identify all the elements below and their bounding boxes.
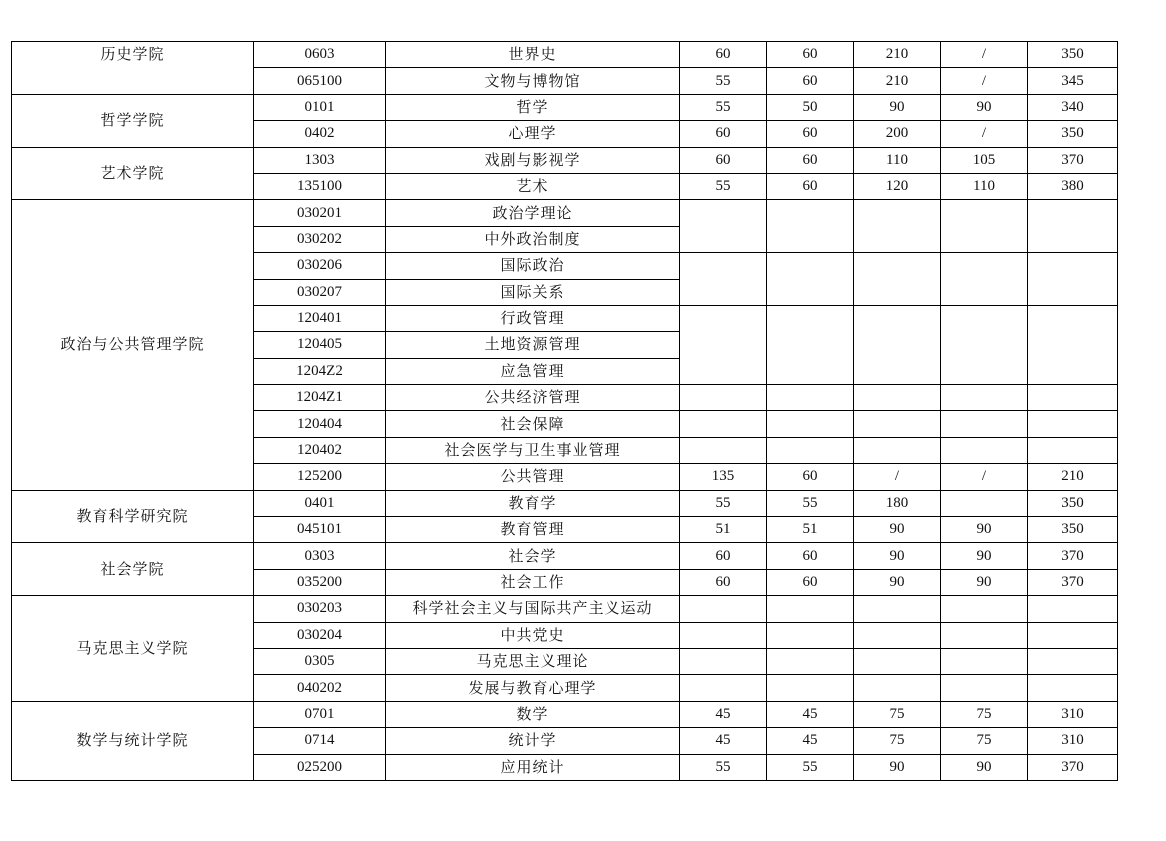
major-code: 045101	[254, 517, 386, 543]
major-name: 心理学	[386, 121, 680, 147]
table-row	[12, 701, 1118, 727]
score-cell: 60	[680, 42, 767, 68]
score-cell	[767, 411, 854, 437]
major-code: 0305	[254, 648, 386, 674]
total-cell	[1028, 385, 1118, 411]
major-code: 135100	[254, 173, 386, 199]
major-code: 0714	[254, 728, 386, 754]
score-cell: 90	[854, 543, 941, 569]
table-row	[12, 543, 1118, 569]
score-cell: /	[941, 121, 1028, 147]
major-code: 030201	[254, 200, 386, 226]
total-cell: 310	[1028, 701, 1118, 727]
score-cell: 105	[941, 147, 1028, 173]
table-row	[12, 94, 1118, 120]
score-cell	[767, 437, 854, 463]
major-name: 中外政治制度	[386, 226, 680, 252]
total-cell: 350	[1028, 517, 1118, 543]
college-cell: 哲学学院	[12, 94, 254, 147]
score-cell	[680, 411, 767, 437]
score-cell	[941, 622, 1028, 648]
score-cell: 200	[854, 121, 941, 147]
score-cell: 110	[941, 173, 1028, 199]
major-name: 艺术	[386, 173, 680, 199]
total-cell: 370	[1028, 543, 1118, 569]
score-cell: 55	[680, 754, 767, 780]
major-name: 统计学	[386, 728, 680, 754]
major-name: 社会医学与卫生事业管理	[386, 437, 680, 463]
major-name: 戏剧与影视学	[386, 147, 680, 173]
major-code: 0603	[254, 42, 386, 68]
score-cell: 75	[854, 701, 941, 727]
major-name: 文物与博物馆	[386, 68, 680, 94]
major-name: 公共经济管理	[386, 385, 680, 411]
score-cell: 50	[767, 94, 854, 120]
college-cell: 艺术学院	[12, 147, 254, 200]
table-row	[12, 42, 1118, 68]
score-cell	[854, 411, 941, 437]
score-cell	[854, 200, 941, 253]
major-name: 应用统计	[386, 754, 680, 780]
major-name: 发展与教育心理学	[386, 675, 680, 701]
score-cell	[854, 648, 941, 674]
score-cell	[941, 411, 1028, 437]
score-cell: 60	[767, 543, 854, 569]
total-cell: 350	[1028, 42, 1118, 68]
total-cell	[1028, 675, 1118, 701]
college-cell: 政治与公共管理学院	[12, 200, 254, 490]
score-cell: 55	[680, 490, 767, 516]
major-code: 035200	[254, 569, 386, 595]
major-name: 公共管理	[386, 464, 680, 490]
major-name: 中共党史	[386, 622, 680, 648]
major-name: 数学	[386, 701, 680, 727]
score-cell	[680, 305, 767, 384]
score-cell	[854, 385, 941, 411]
score-cell: 45	[767, 728, 854, 754]
table-row	[12, 490, 1118, 516]
major-code: 040202	[254, 675, 386, 701]
total-cell	[1028, 411, 1118, 437]
total-cell: 370	[1028, 147, 1118, 173]
major-code: 0701	[254, 701, 386, 727]
score-cell: 60	[680, 543, 767, 569]
score-cell: 55	[680, 173, 767, 199]
major-name: 世界史	[386, 42, 680, 68]
score-cell	[854, 675, 941, 701]
score-cell	[680, 385, 767, 411]
score-cell: 60	[767, 42, 854, 68]
score-cell: 51	[767, 517, 854, 543]
major-name: 土地资源管理	[386, 332, 680, 358]
major-code: 030206	[254, 253, 386, 279]
score-cell: 75	[941, 728, 1028, 754]
score-cell	[854, 437, 941, 463]
college-cell: 历史学院	[12, 42, 254, 95]
score-cell	[941, 253, 1028, 306]
score-cell: /	[941, 68, 1028, 94]
score-cell	[680, 648, 767, 674]
major-name: 马克思主义理论	[386, 648, 680, 674]
score-cell	[767, 305, 854, 384]
major-code: 030207	[254, 279, 386, 305]
score-cell: 135	[680, 464, 767, 490]
total-cell	[1028, 437, 1118, 463]
score-table	[11, 41, 1118, 781]
score-cell	[941, 675, 1028, 701]
score-cell	[854, 253, 941, 306]
score-cell	[680, 622, 767, 648]
score-cell: 90	[854, 517, 941, 543]
total-cell	[1028, 648, 1118, 674]
score-cell: 45	[767, 701, 854, 727]
major-code: 120401	[254, 305, 386, 331]
score-cell: 90	[941, 543, 1028, 569]
score-cell: 90	[941, 517, 1028, 543]
score-cell	[680, 253, 767, 306]
score-cell	[767, 253, 854, 306]
score-cell	[854, 622, 941, 648]
score-cell: 55	[680, 68, 767, 94]
score-cell: /	[854, 464, 941, 490]
total-cell	[1028, 622, 1118, 648]
score-cell	[680, 200, 767, 253]
major-name: 社会学	[386, 543, 680, 569]
major-code: 030203	[254, 596, 386, 622]
total-cell	[1028, 200, 1118, 253]
score-cell: 90	[941, 754, 1028, 780]
score-cell: 75	[854, 728, 941, 754]
score-cell	[680, 437, 767, 463]
major-code: 0303	[254, 543, 386, 569]
total-cell: 350	[1028, 490, 1118, 516]
score-cell	[854, 596, 941, 622]
score-cell: 60	[767, 173, 854, 199]
score-cell: 90	[941, 569, 1028, 595]
score-cell	[941, 490, 1028, 516]
major-code: 120405	[254, 332, 386, 358]
score-cell: 60	[767, 147, 854, 173]
score-cell	[854, 305, 941, 384]
total-cell: 340	[1028, 94, 1118, 120]
score-cell	[767, 648, 854, 674]
major-name: 社会工作	[386, 569, 680, 595]
score-cell	[767, 385, 854, 411]
total-cell: 370	[1028, 754, 1118, 780]
college-cell: 教育科学研究院	[12, 490, 254, 543]
total-cell: 350	[1028, 121, 1118, 147]
score-cell: 110	[854, 147, 941, 173]
major-name: 政治学理论	[386, 200, 680, 226]
score-cell: 90	[854, 569, 941, 595]
major-name: 社会保障	[386, 411, 680, 437]
score-cell: 51	[680, 517, 767, 543]
major-code: 065100	[254, 68, 386, 94]
score-cell: 55	[767, 490, 854, 516]
score-cell	[941, 596, 1028, 622]
score-cell: 210	[854, 42, 941, 68]
score-cell	[941, 305, 1028, 384]
score-cell: 60	[680, 569, 767, 595]
score-cell: 55	[680, 94, 767, 120]
major-code: 0401	[254, 490, 386, 516]
major-name: 教育学	[386, 490, 680, 516]
college-cell: 数学与统计学院	[12, 701, 254, 780]
score-cell	[941, 385, 1028, 411]
total-cell: 345	[1028, 68, 1118, 94]
total-cell	[1028, 253, 1118, 306]
score-cell	[767, 675, 854, 701]
score-cell: 90	[941, 94, 1028, 120]
major-name: 国际关系	[386, 279, 680, 305]
score-cell: 90	[854, 754, 941, 780]
college-cell: 社会学院	[12, 543, 254, 596]
major-code: 030204	[254, 622, 386, 648]
score-cell	[941, 648, 1028, 674]
table-row	[12, 147, 1118, 173]
table-row	[12, 200, 1118, 226]
major-code: 0402	[254, 121, 386, 147]
score-cell	[941, 200, 1028, 253]
score-cell: 210	[854, 68, 941, 94]
major-name: 哲学	[386, 94, 680, 120]
major-name: 科学社会主义与国际共产主义运动	[386, 596, 680, 622]
table-row	[12, 596, 1118, 622]
major-name: 应急管理	[386, 358, 680, 384]
major-code: 125200	[254, 464, 386, 490]
major-name: 教育管理	[386, 517, 680, 543]
score-cell: 120	[854, 173, 941, 199]
score-cell: 60	[680, 121, 767, 147]
major-code: 0101	[254, 94, 386, 120]
score-cell: 90	[854, 94, 941, 120]
score-cell	[680, 675, 767, 701]
major-code: 1204Z2	[254, 358, 386, 384]
total-cell: 380	[1028, 173, 1118, 199]
score-cell: /	[941, 42, 1028, 68]
score-cell: 45	[680, 728, 767, 754]
score-cell: 60	[680, 147, 767, 173]
college-cell: 马克思主义学院	[12, 596, 254, 702]
score-cell	[767, 622, 854, 648]
major-code: 120404	[254, 411, 386, 437]
major-code: 1204Z1	[254, 385, 386, 411]
score-cell	[767, 596, 854, 622]
score-cell: 60	[767, 68, 854, 94]
major-code: 1303	[254, 147, 386, 173]
score-cell: 45	[680, 701, 767, 727]
score-cell	[767, 200, 854, 253]
total-cell	[1028, 305, 1118, 384]
major-code: 030202	[254, 226, 386, 252]
total-cell: 310	[1028, 728, 1118, 754]
total-cell: 370	[1028, 569, 1118, 595]
total-cell: 210	[1028, 464, 1118, 490]
score-cell: 75	[941, 701, 1028, 727]
score-cell: 180	[854, 490, 941, 516]
major-name: 国际政治	[386, 253, 680, 279]
total-cell	[1028, 596, 1118, 622]
score-cell: 60	[767, 121, 854, 147]
major-code: 025200	[254, 754, 386, 780]
score-cell: 60	[767, 569, 854, 595]
score-cell: 60	[767, 464, 854, 490]
score-cell: 55	[767, 754, 854, 780]
score-cell	[680, 596, 767, 622]
major-code: 120402	[254, 437, 386, 463]
score-cell: /	[941, 464, 1028, 490]
major-name: 行政管理	[386, 305, 680, 331]
score-cell	[941, 437, 1028, 463]
